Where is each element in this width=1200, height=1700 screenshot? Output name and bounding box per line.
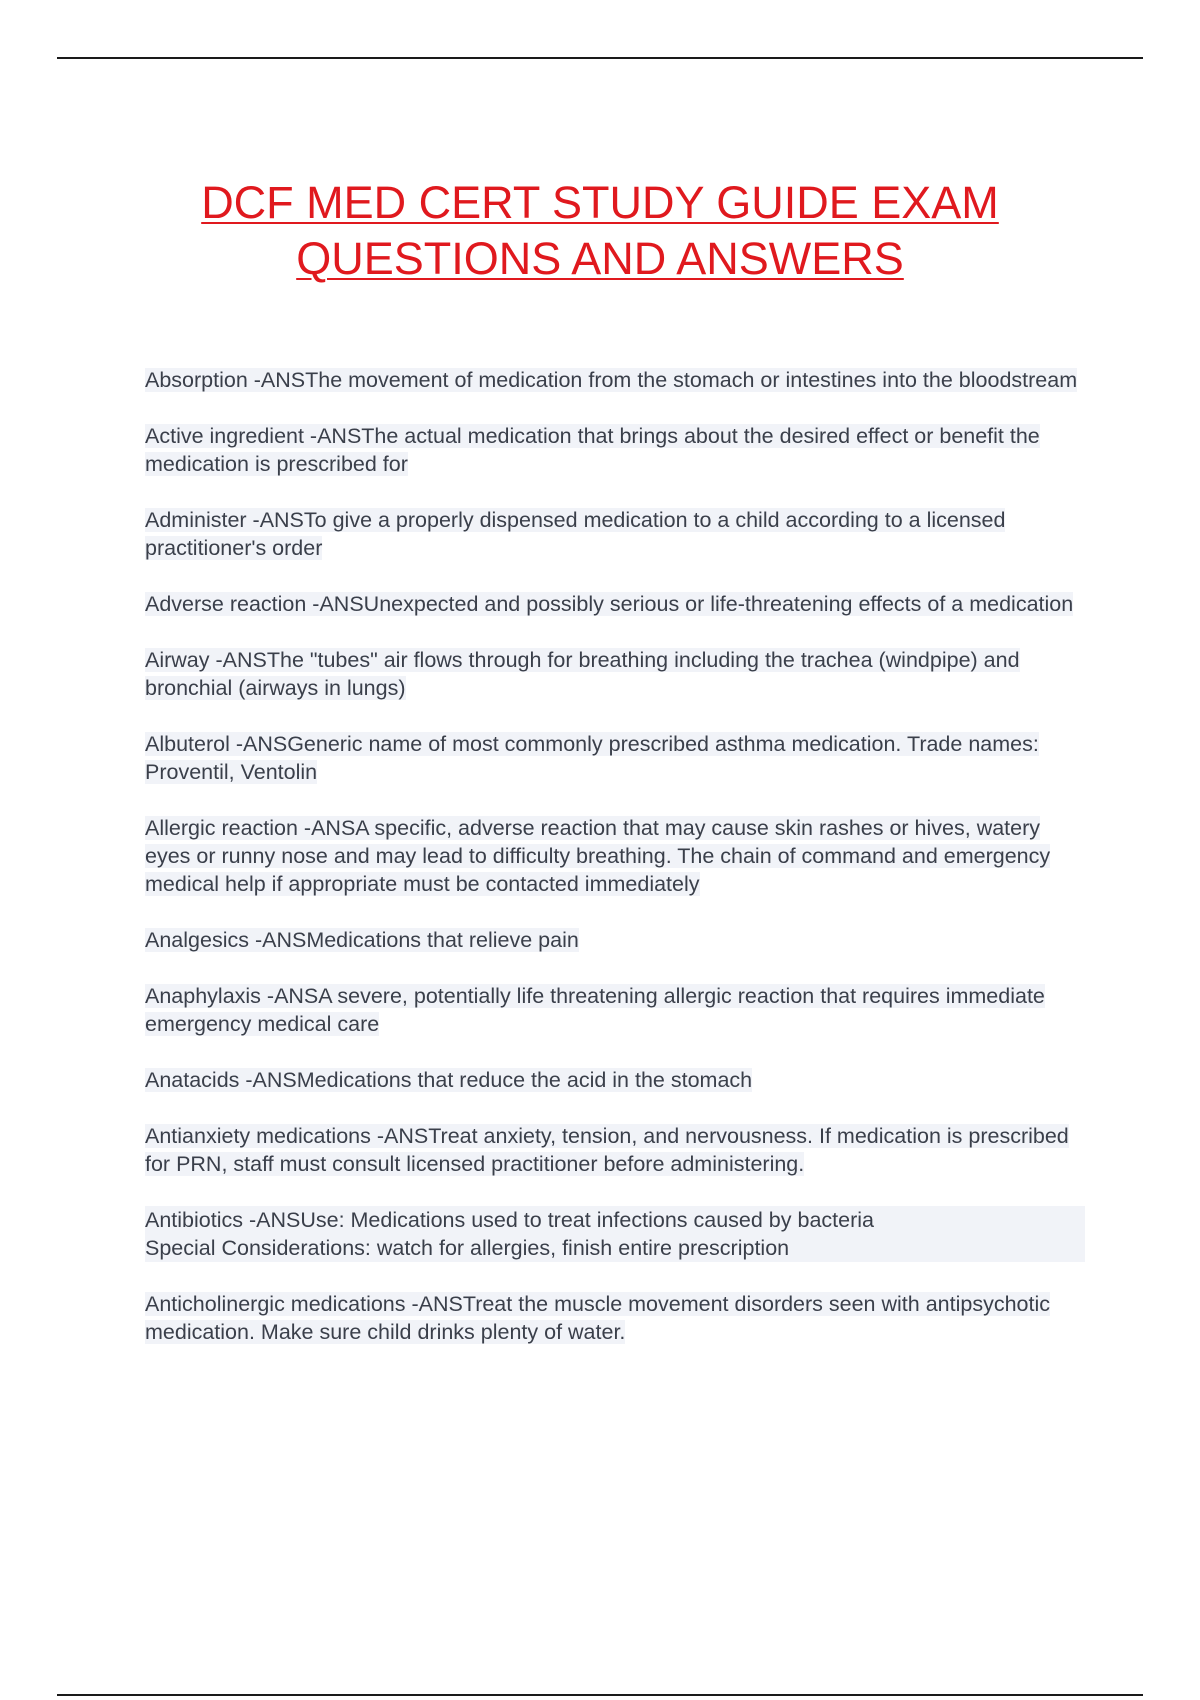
qa-entry-antibiotics xyxy=(145,1206,1085,1262)
qa-entry-line xyxy=(145,1234,1085,1262)
qa-entry-text: Anticholinergic medications -ANSTreat the muscle movement disorders seen with antipsychotic medication. Make sure child drinks plenty of water. xyxy=(145,1292,1050,1344)
qa-entry-text: Allergic reaction -ANSA specific, adverse reaction that may cause skin rashes or hives, watery eyes or runny nose and may lead to difficulty breathing. The chain of command and emergency medical help if appropriate must be contacted immediately xyxy=(145,816,1051,896)
qa-entry-antianxiety xyxy=(145,1122,1085,1178)
qa-list xyxy=(145,366,1085,1374)
bottom-rule xyxy=(57,1694,1143,1696)
qa-entry-text: Albuterol -ANSGeneric name of most commonly prescribed asthma medication. Trade names: Proventil, Ventolin xyxy=(145,732,1039,784)
qa-entry-text: Airway -ANSThe "tubes" air flows through for breathing including the trachea (windpipe) and bronchial (airways in lungs) xyxy=(145,648,1020,700)
qa-entry-line xyxy=(145,1206,1085,1234)
qa-entry-administer xyxy=(145,506,1085,562)
qa-entry-active-ingredient xyxy=(145,422,1085,478)
qa-entry-text: Anaphylaxis -ANSA severe, potentially life threatening allergic reaction that requires immediate emergency medical care xyxy=(145,984,1045,1036)
title-line-2: QUESTIONS AND ANSWERS xyxy=(296,233,904,284)
qa-entry-text: Absorption -ANSThe movement of medication from the stomach or intestines into the bloodstream xyxy=(145,368,1078,392)
qa-entry-text: Administer -ANSTo give a properly dispensed medication to a child according to a licensed practitioner's order xyxy=(145,508,1006,560)
qa-entry-analgesics xyxy=(145,926,1085,954)
qa-entry-anatacids xyxy=(145,1066,1085,1094)
qa-entry-text: Antianxiety medications -ANSTreat anxiety, tension, and nervousness. If medication is prescribed for PRN, staff must consult licensed practitioner before administering. xyxy=(145,1124,1069,1176)
qa-entry-absorption xyxy=(145,366,1085,394)
qa-entry-airway xyxy=(145,646,1085,702)
qa-entry-anaphylaxis xyxy=(145,982,1085,1038)
qa-entry-text: Antibiotics -ANSUse: Medications used to treat infections caused by bacteria xyxy=(145,1208,874,1232)
top-rule xyxy=(57,57,1143,59)
qa-entry-text: Active ingredient -ANSThe actual medication that brings about the desired effect or benefit the medication is prescribed for xyxy=(145,424,1040,476)
qa-entry-allergic-reaction xyxy=(145,814,1085,898)
title-line-1: DCF MED CERT STUDY GUIDE EXAM xyxy=(201,177,999,228)
qa-entry-anticholinergic xyxy=(145,1290,1085,1346)
qa-entry-text: Adverse reaction -ANSUnexpected and possibly serious or life-threatening effects of a medication xyxy=(145,592,1074,616)
qa-entry-adverse-reaction xyxy=(145,590,1085,618)
qa-entry-text: Anatacids -ANSMedications that reduce the acid in the stomach xyxy=(145,1068,753,1092)
document-title xyxy=(80,175,1120,287)
qa-entry-text: Special Considerations: watch for allergies, finish entire prescription xyxy=(145,1236,790,1260)
qa-entry-albuterol xyxy=(145,730,1085,786)
qa-entry-text: Analgesics -ANSMedications that relieve pain xyxy=(145,928,579,952)
